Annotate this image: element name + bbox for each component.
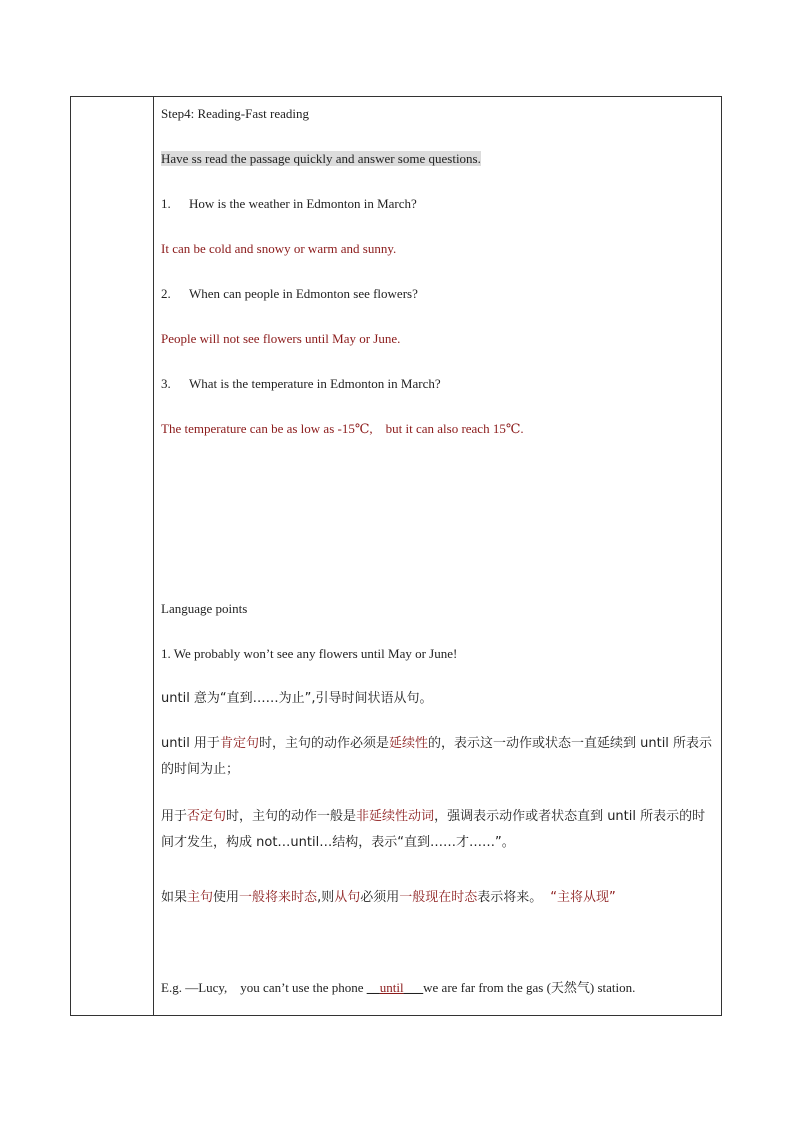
rule-keyword: 一般将来时态 [239,890,318,905]
until-rule-negative [161,804,716,856]
question-1 [161,195,417,213]
until-meaning: until 意为“直到……为止”,引导时间状语从句。 [161,691,433,706]
table-frame [70,96,722,1016]
rule-text: 时，主句的动作一般是 [226,809,357,824]
rule-text: 时，主句的动作必须是 [258,736,389,751]
rule-text: ,则 [317,890,335,905]
rule-keyword: 一般现在时态 [399,890,478,905]
instruction [161,150,481,168]
question-number: 1. [161,196,171,211]
left-column-cell [71,97,154,1015]
question-number: 2. [161,286,171,301]
rule-keyword: 肯定句 [219,736,259,751]
rule-keyword: 从句 [334,890,361,905]
question-3 [161,375,441,393]
question-2 [161,285,418,303]
until-rule-affirmative [161,731,716,783]
tense-rule [161,889,616,907]
instruction-text: Have ss read the passage quickly and answer some questions. [161,151,481,166]
rule-keyword: 非延续性动词 [356,809,435,824]
rule-text: ，强调表示动作或者状态直到 until 所表示的时间才发生，构成 not…until…结构，表示“直到……才……”。 [161,809,706,850]
language-points-heading: Language points [161,601,248,616]
question-text: When can people in Edmonton see flowers? [189,286,418,301]
example-sentence [161,979,635,997]
blank-line: ___ [403,980,424,995]
example-text: we are far from the gas (天然气) station. [423,980,636,995]
rule-keyword: 延续性 [388,736,428,751]
content-cell [161,97,716,1015]
rule-text: 表示将来。 [477,890,543,905]
rule-text: 的，表示这一动作或状态一直延续到 until 所表示的时间为止； [161,736,713,777]
rule-slogan: “主将从现” [550,890,616,905]
rule-text: 用于 [161,809,188,824]
rule-keyword: 否定句 [187,809,227,824]
answer-3: The temperature can be as low as -15℃, but it can also reach 15℃. [161,421,524,436]
step-title: Step4: Reading-Fast reading [161,106,310,121]
example-answer: until [379,980,404,995]
question-number: 3. [161,376,171,391]
rule-text: until 用于 [161,736,220,751]
example-text: E.g. —Lucy, you can’t use the phone [161,980,367,995]
question-text: How is the weather in Edmonton in March? [189,196,417,211]
question-text: What is the temperature in Edmonton in March? [189,376,441,391]
rule-keyword: 主句 [187,890,214,905]
blank-line: __ [366,980,380,995]
rule-text: 如果 [161,890,188,905]
answer-1: It can be cold and snowy or warm and sunny. [161,241,397,256]
language-point-1: 1. We probably won’t see any flowers until May or June! [161,646,458,661]
rule-text: 必须用 [360,890,400,905]
answer-2: People will not see flowers until May or June. [161,331,401,346]
rule-text: 使用 [213,890,240,905]
